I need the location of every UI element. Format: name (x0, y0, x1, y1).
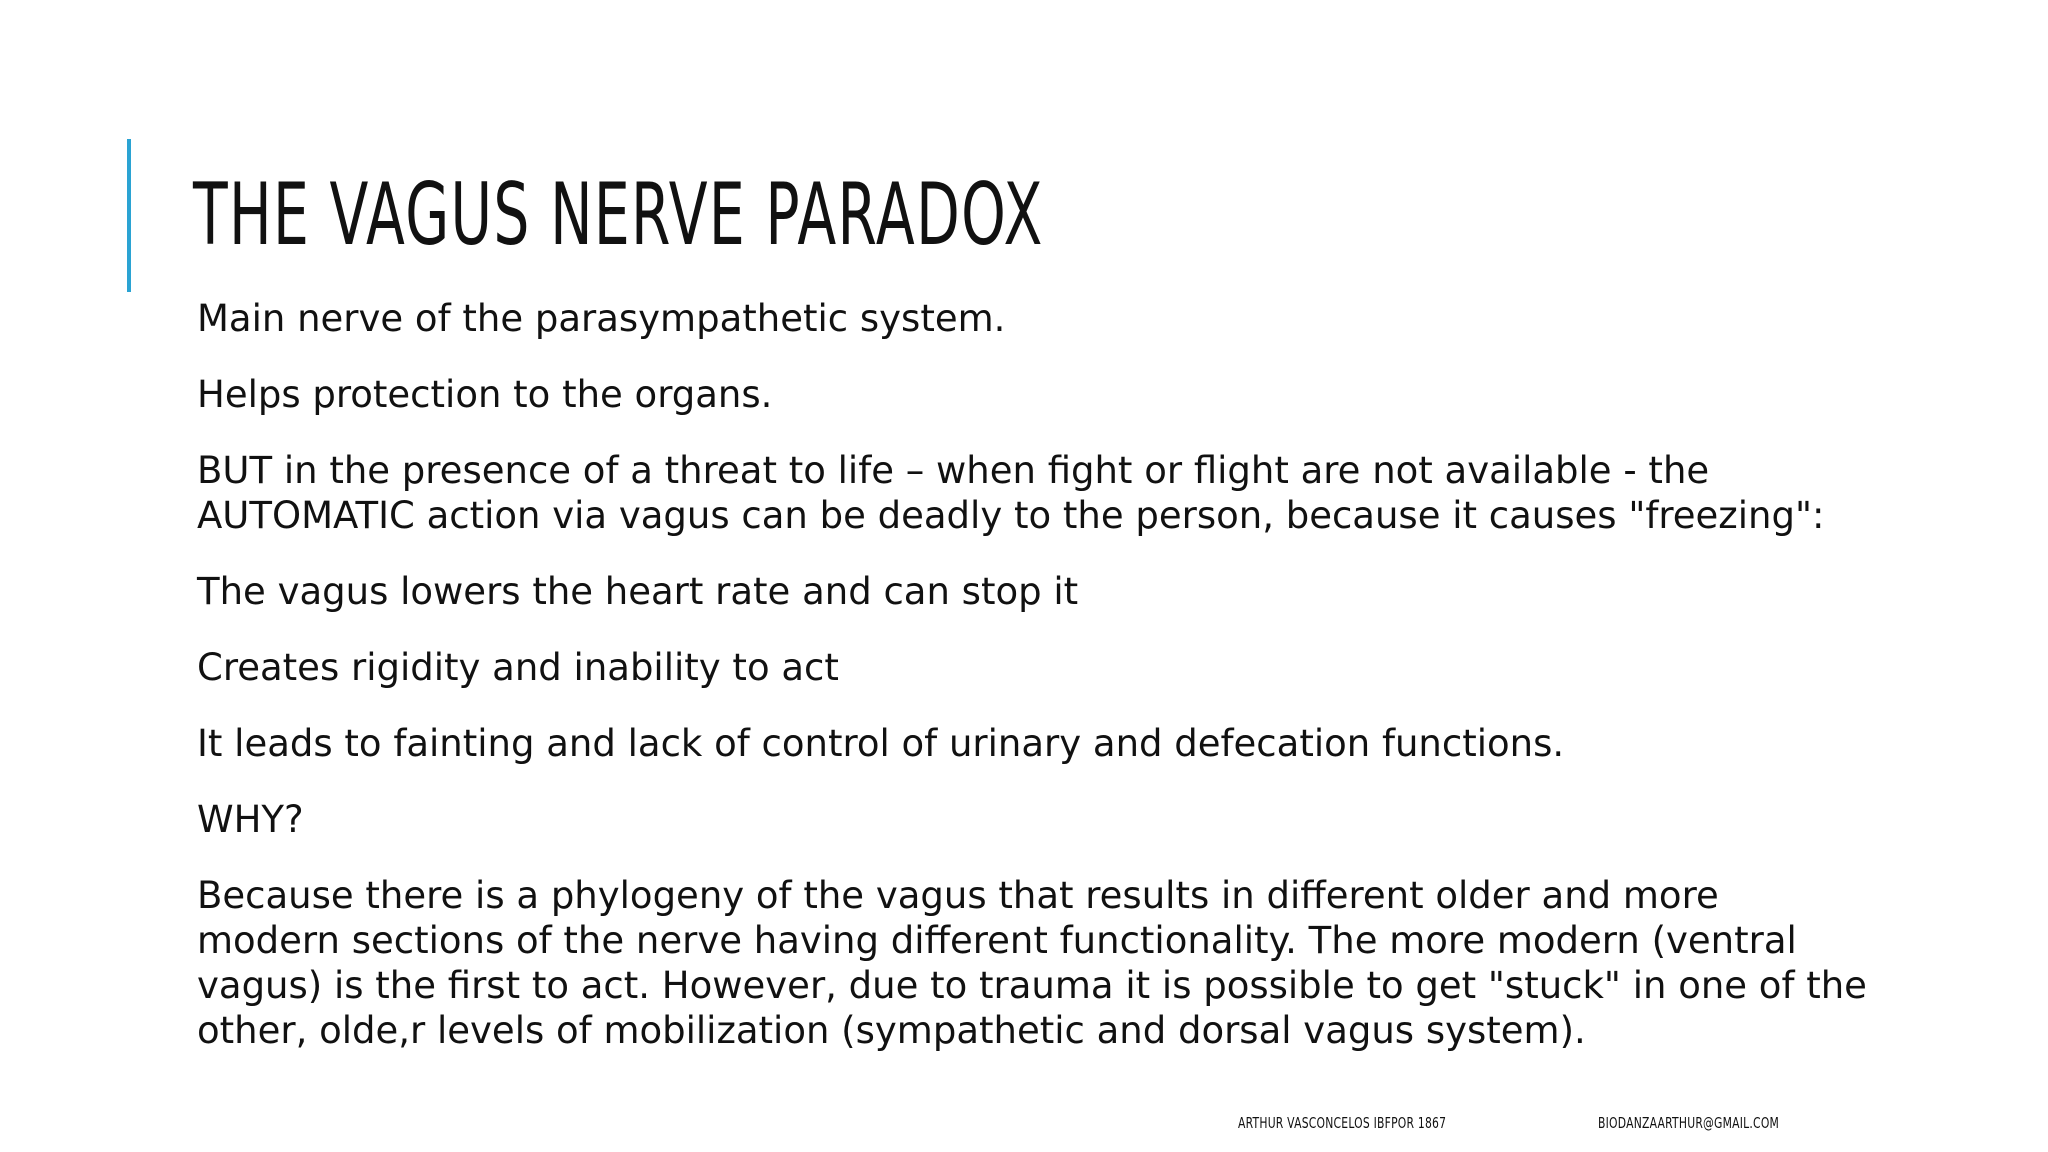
paragraph-line: vagus) is the first to act. However, due to trauma it is possible to get "stuck" in one of the (197, 964, 1867, 1007)
paragraph-helps-protection (197, 372, 1897, 417)
paragraph-why (197, 797, 1897, 842)
paragraph-heart-rate (197, 569, 1897, 614)
footer-author: ARTHUR VASCONCELOS IBFPOR 1867 (1238, 1114, 1447, 1132)
paragraph-line: Because there is a phylogeny of the vagus that results in different older and more (197, 874, 1719, 917)
paragraph-rigidity (197, 645, 1897, 690)
slide-title: THE VAGUS NERVE PARADOX (193, 165, 1044, 265)
paragraph-line: WHY? (197, 798, 304, 841)
paragraph-phylogeny (197, 873, 1897, 1053)
paragraph-fainting (197, 721, 1897, 766)
paragraph-line: Creates rigidity and inability to act (197, 646, 839, 689)
paragraph-line: The vagus lowers the heart rate and can stop it (197, 570, 1079, 613)
paragraph-line: BUT in the presence of a threat to life – when fight or flight are not available - the (197, 449, 1710, 492)
paragraph-line: It leads to fainting and lack of control of urinary and defecation functions. (197, 722, 1565, 765)
footer-email: BIODANZAARTHUR@GMAIL.COM (1598, 1114, 1780, 1132)
paragraph-line: Main nerve of the parasympathetic system. (197, 297, 1006, 340)
paragraph-line: modern sections of the nerve having different functionality. The more modern (ventral (197, 919, 1797, 962)
paragraph-threat (197, 448, 1897, 538)
paragraph-line: Helps protection to the organs. (197, 373, 773, 416)
paragraph-line: AUTOMATIC action via vagus can be deadly to the person, because it causes "freezing": (197, 494, 1825, 537)
paragraph-main-nerve (197, 296, 1897, 341)
paragraph-line: other, olde,r levels of mobilization (sympathetic and dorsal vagus system). (197, 1009, 1586, 1052)
title-accent-bar (127, 139, 131, 292)
slide-body (197, 296, 1897, 1084)
